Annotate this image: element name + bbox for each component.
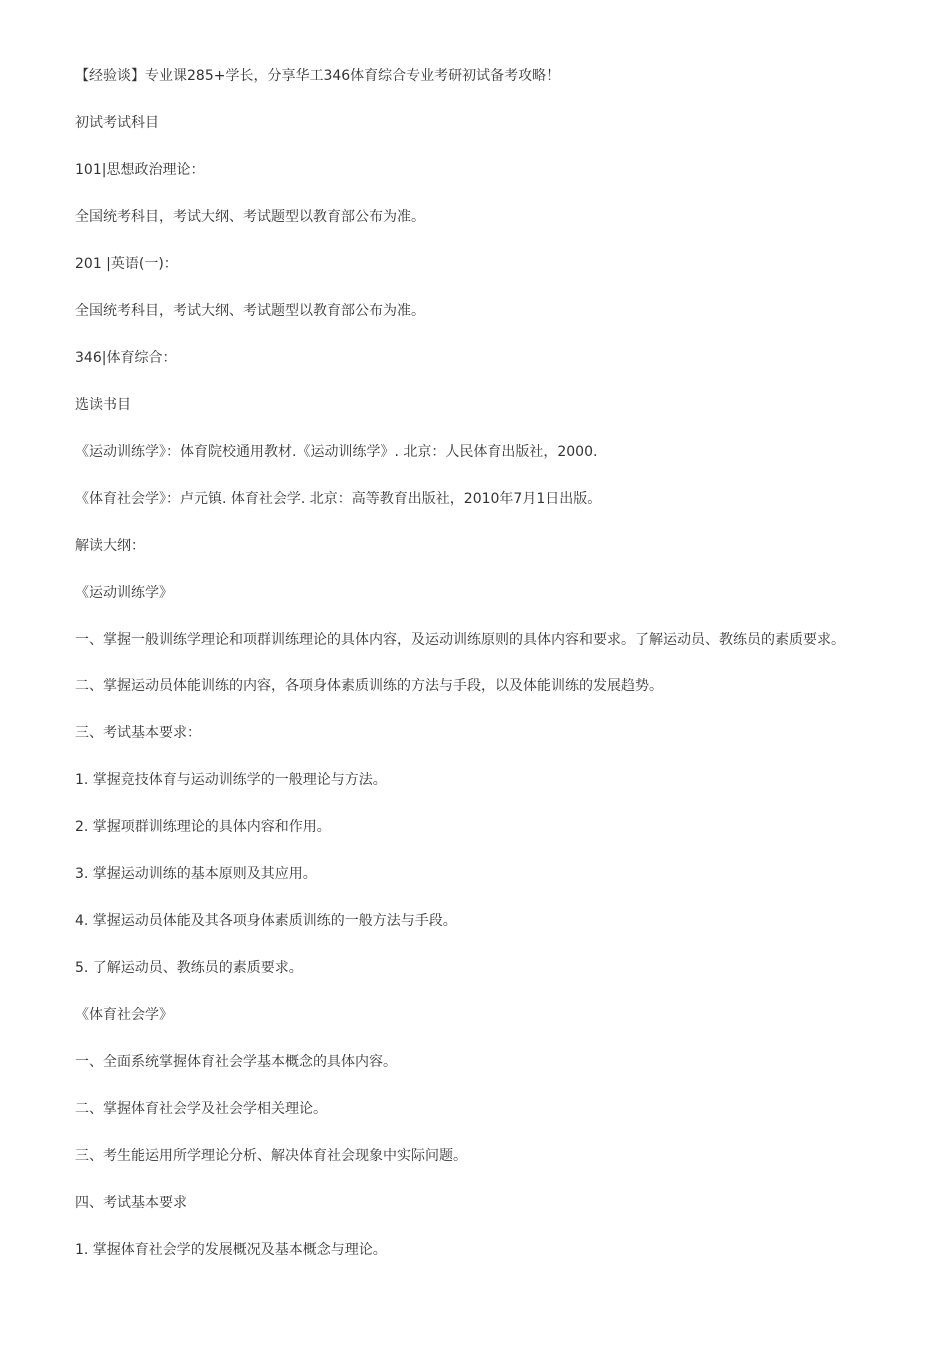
syllabus-point: 一、掌握一般训练学理论和项群训练理论的具体内容，及运动训练原则的具体内容和要求。了解运动员、教练员的素质要求。 (75, 632, 845, 648)
requirement-item: 5. 了解运动员、教练员的素质要求。 (75, 960, 303, 976)
requirement-item: 2. 掌握项群训练理论的具体内容和作用。 (75, 819, 331, 835)
syllabus-point: 二、掌握运动员体能训练的内容，各项身体素质训练的方法与手段，以及体能训练的发展趋势。 (75, 678, 663, 694)
reading-list-heading: 选读书目 (75, 397, 131, 413)
syllabus-point: 三、考生能运用所学理论分析、解决体育社会现象中实际问题。 (75, 1148, 467, 1164)
reading-list-item: 《体育社会学》：卢元镇. 体育社会学. 北京：高等教育出版社，2010年7月1日出版。 (75, 491, 602, 507)
subject-politics-heading: 101|思想政治理论： (75, 162, 205, 178)
requirement-item: 1. 掌握体育社会学的发展概况及基本概念与理论。 (75, 1242, 387, 1258)
syllabus-point: 二、掌握体育社会学及社会学相关理论。 (75, 1101, 327, 1117)
requirement-item: 4. 掌握运动员体能及其各项身体素质训练的一般方法与手段。 (75, 913, 457, 929)
requirement-item: 3. 掌握运动训练的基本原则及其应用。 (75, 866, 317, 882)
requirement-item: 1. 掌握竞技体育与运动训练学的一般理论与方法。 (75, 772, 387, 788)
document-body (75, 66, 885, 1287)
syllabus-point: 四、考试基本要求 (75, 1195, 187, 1211)
subject-sports-heading: 346|体育综合： (75, 350, 177, 366)
subject-english-heading: 201 |英语(一)： (75, 256, 178, 272)
syllabus-point: 三、考试基本要求： (75, 725, 201, 741)
book-heading-training: 《运动训练学》 (75, 585, 173, 601)
book-heading-sociology: 《体育社会学》 (75, 1007, 173, 1023)
section-heading-exam-subjects: 初试考试科目 (75, 115, 159, 131)
syllabus-heading: 解读大纲： (75, 538, 145, 554)
syllabus-point: 一、全面系统掌握体育社会学基本概念的具体内容。 (75, 1054, 397, 1070)
subject-english-note: 全国统考科目，考试大纲、考试题型以教育部公布为准。 (75, 303, 425, 319)
reading-list-item: 《运动训练学》：体育院校通用教材.《运动训练学》. 北京：人民体育出版社，2000. (75, 444, 598, 460)
subject-politics-note: 全国统考科目，考试大纲、考试题型以教育部公布为准。 (75, 209, 425, 225)
document-title: 【经验谈】专业课285+学长，分享华工346体育综合专业考研初试备考攻略！ (75, 68, 561, 84)
